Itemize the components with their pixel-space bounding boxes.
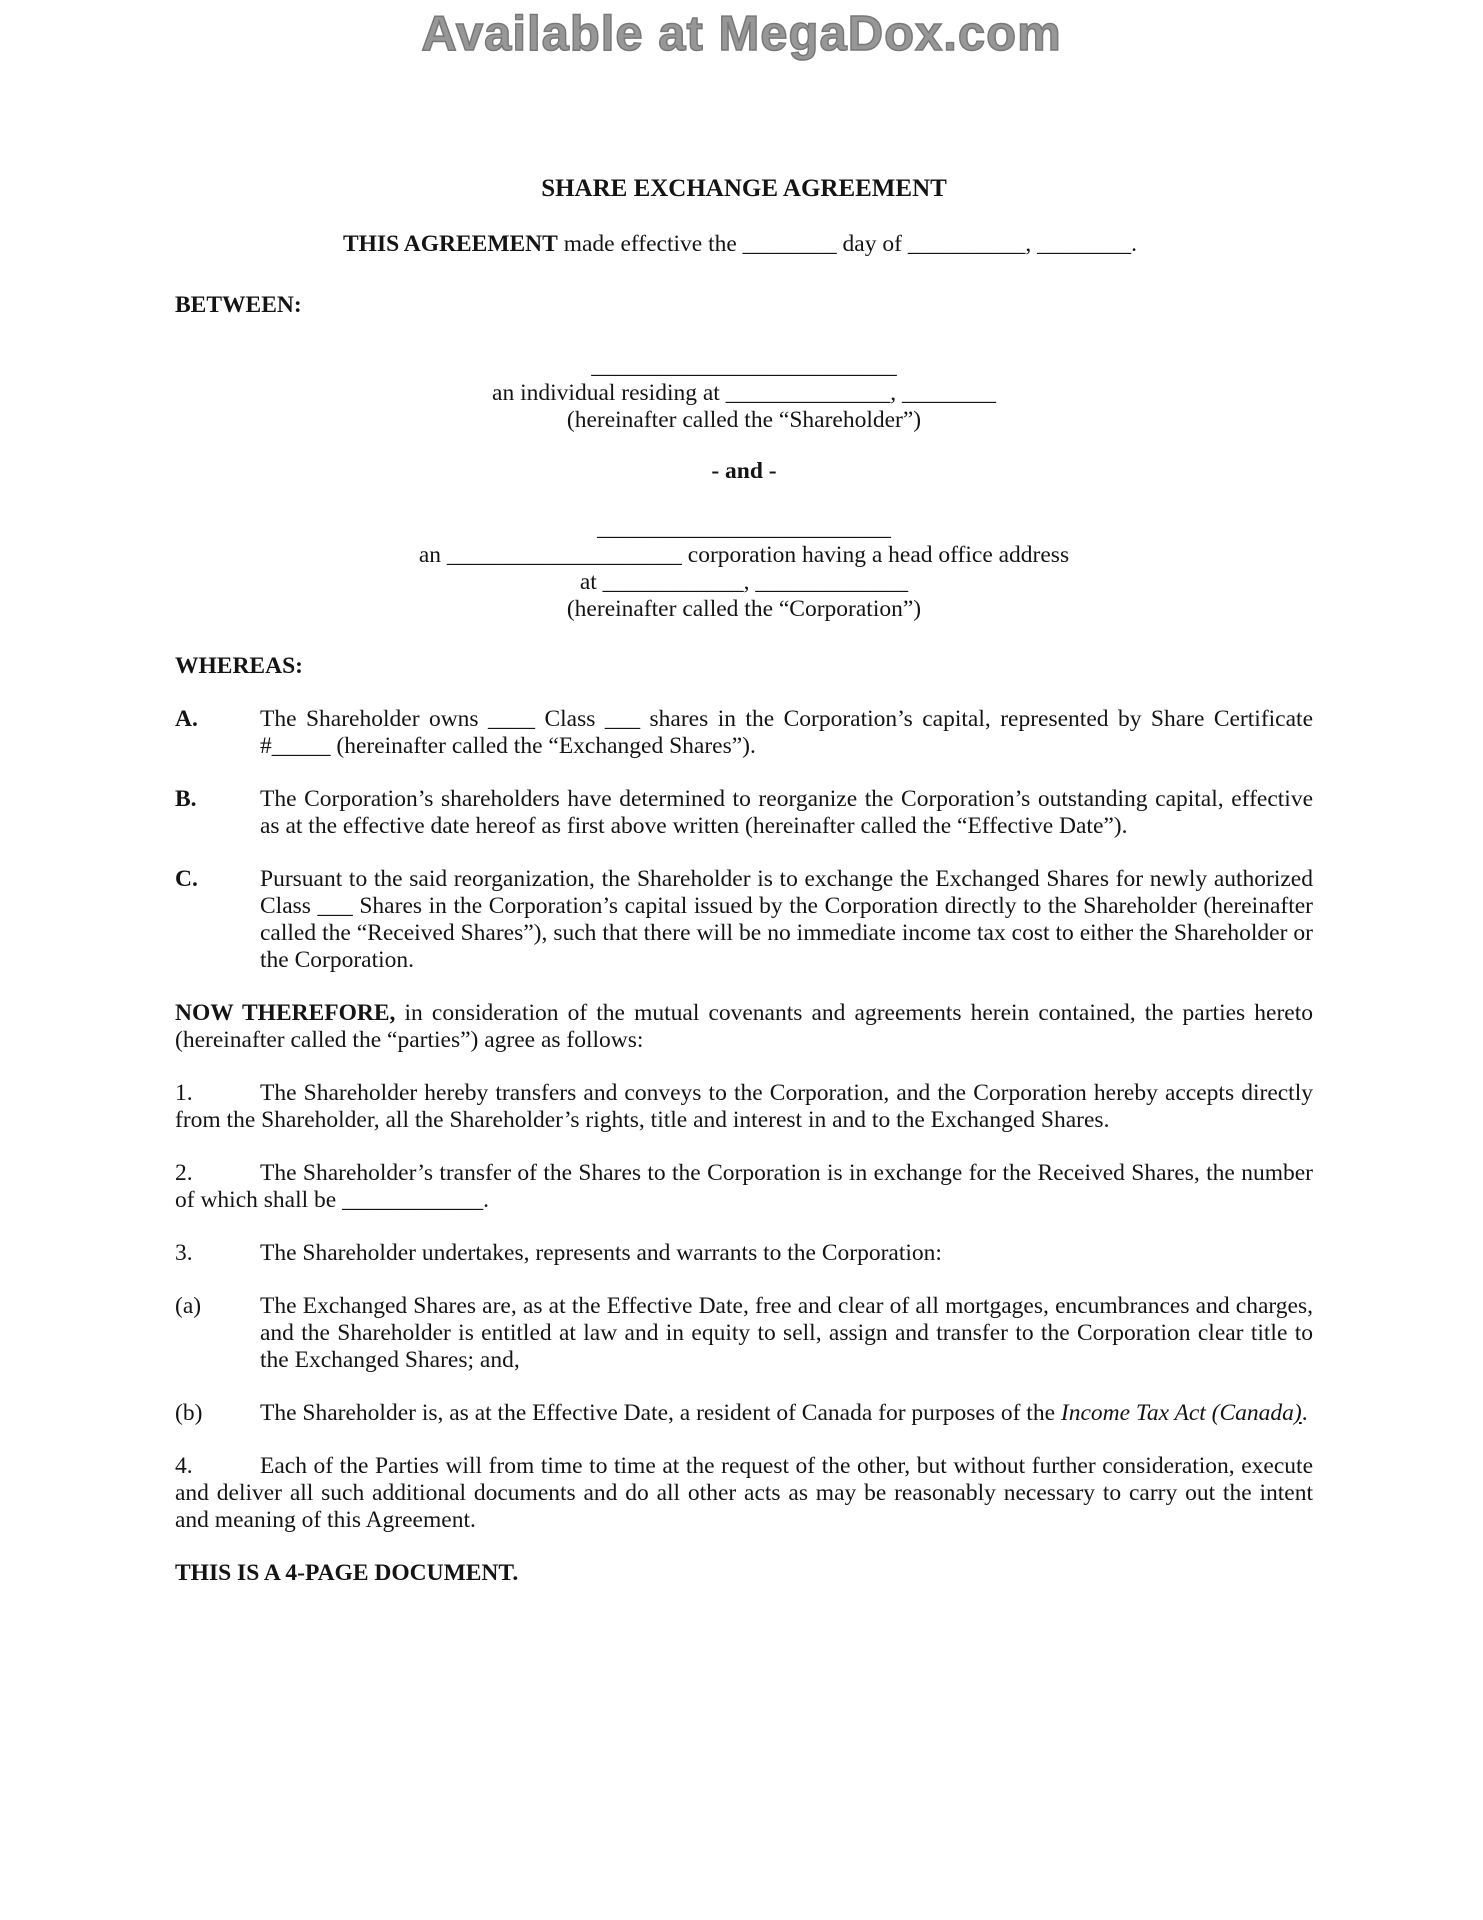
recital-text: The Shareholder owns ____ Class ___ shares in the Corporation’s capital, represented by Share Certificate #_____ (hereinafter called the “Exchanged Shares”). [260, 706, 1313, 759]
party1-residence-line: an individual residing at ______________, ________ [492, 380, 996, 406]
recital-item-b [175, 786, 1313, 840]
party1-alias-line: (hereinafter called the “Shareholder”) [566, 407, 922, 433]
document-body [175, 174, 1313, 1587]
subclause-label: (a) [175, 1293, 202, 1319]
between-label: BETWEEN: [175, 292, 302, 318]
closing-note: THIS IS A 4-PAGE DOCUMENT. [175, 1560, 519, 1586]
party1-name-blank: __________________________ [591, 353, 897, 379]
clause-number: 2. [175, 1160, 193, 1186]
subclause-item-b [175, 1400, 1313, 1427]
clause-number: 4. [175, 1453, 193, 1479]
clause-text: The Shareholder undertakes, represents and warrants to the Corporation: [260, 1240, 942, 1266]
party2-name-blank: _________________________ [597, 515, 891, 541]
subclause-text: The Exchanged Shares are, as at the Effective Date, free and clear of all mortgages, encumbrances and charges, and the Shareholder is entitled at law and in equity to sell, assign and transfer to the Corporation clear title to the Exchanged Shares; and, [260, 1293, 1313, 1373]
and-separator: - and - [711, 458, 777, 484]
intro-paragraph: THIS AGREEMENT made effective the ________ day of __________, ________. [343, 231, 1137, 257]
clause-text: Each of the Parties will from time to time at the request of the other, but without further consideration, execute and deliver all such additional documents and do all other acts as may be reasonably necessary to carry out the intent and meaning of this Agreement. [175, 1453, 1313, 1533]
recital-item-c [175, 866, 1313, 974]
watermark: Available at MegaDox.com [421, 7, 1062, 61]
clause-text: The Shareholder’s transfer of the Shares to the Corporation is in exchange for the Received Shares, the number of which shall be ____________. [175, 1160, 1313, 1213]
recital-item-a [175, 706, 1313, 760]
party-block-corporation [175, 515, 1313, 623]
party2-alias-line: (hereinafter called the “Corporation”) [566, 596, 922, 622]
clause-number: 3. [175, 1240, 193, 1266]
clause-number: 1. [175, 1080, 193, 1106]
clause-item-2 [175, 1160, 1313, 1214]
subclause-label: (b) [175, 1400, 203, 1426]
party2-address-line: at ____________, _____________ [579, 569, 909, 595]
document-title: SHARE EXCHANGE AGREEMENT [541, 175, 947, 202]
party2-description-line: an ____________________ corporation having a head office address [418, 542, 1070, 568]
recital-text: The Corporation’s shareholders have determined to reorganize the Corporation’s outstanding capital, effective as at the effective date hereof as first above written (hereinafter called the “Effective Date”). [260, 786, 1313, 839]
party-block-shareholder [175, 353, 1313, 434]
clause-item-3 [175, 1240, 1313, 1267]
subclause-text: The Shareholder is, as at the Effective Date, a resident of Canada for purposes of the Income Tax Act (Canada). [260, 1400, 1308, 1426]
recital-label: C. [175, 866, 198, 892]
recital-label: A. [175, 706, 198, 732]
recital-text: Pursuant to the said reorganization, the Shareholder is to exchange the Exchanged Shares for newly authorized Class ___ Shares in the Corporation’s capital issued by the Corporation directly to the Shareholder (hereinafter called the “Received Shares”), such that there will be no immediate income tax cost to either the Shareholder or the Corporation. [260, 866, 1313, 973]
now-therefore-paragraph: NOW THEREFORE, in consideration of the mutual covenants and agreements herein contained, the parties hereto (hereinafter called the “parties”) agree as follows: [175, 1000, 1314, 1053]
subclause-item-a [175, 1293, 1313, 1374]
clause-text: The Shareholder hereby transfers and conveys to the Corporation, and the Corporation hereby accepts directly from the Shareholder, all the Shareholder’s rights, title and interest in and to the Exchanged Shares. [175, 1080, 1313, 1133]
recital-label: B. [175, 786, 197, 812]
clause-item-1 [175, 1080, 1313, 1134]
whereas-label: WHEREAS: [175, 653, 303, 679]
clause-item-4 [175, 1453, 1313, 1534]
